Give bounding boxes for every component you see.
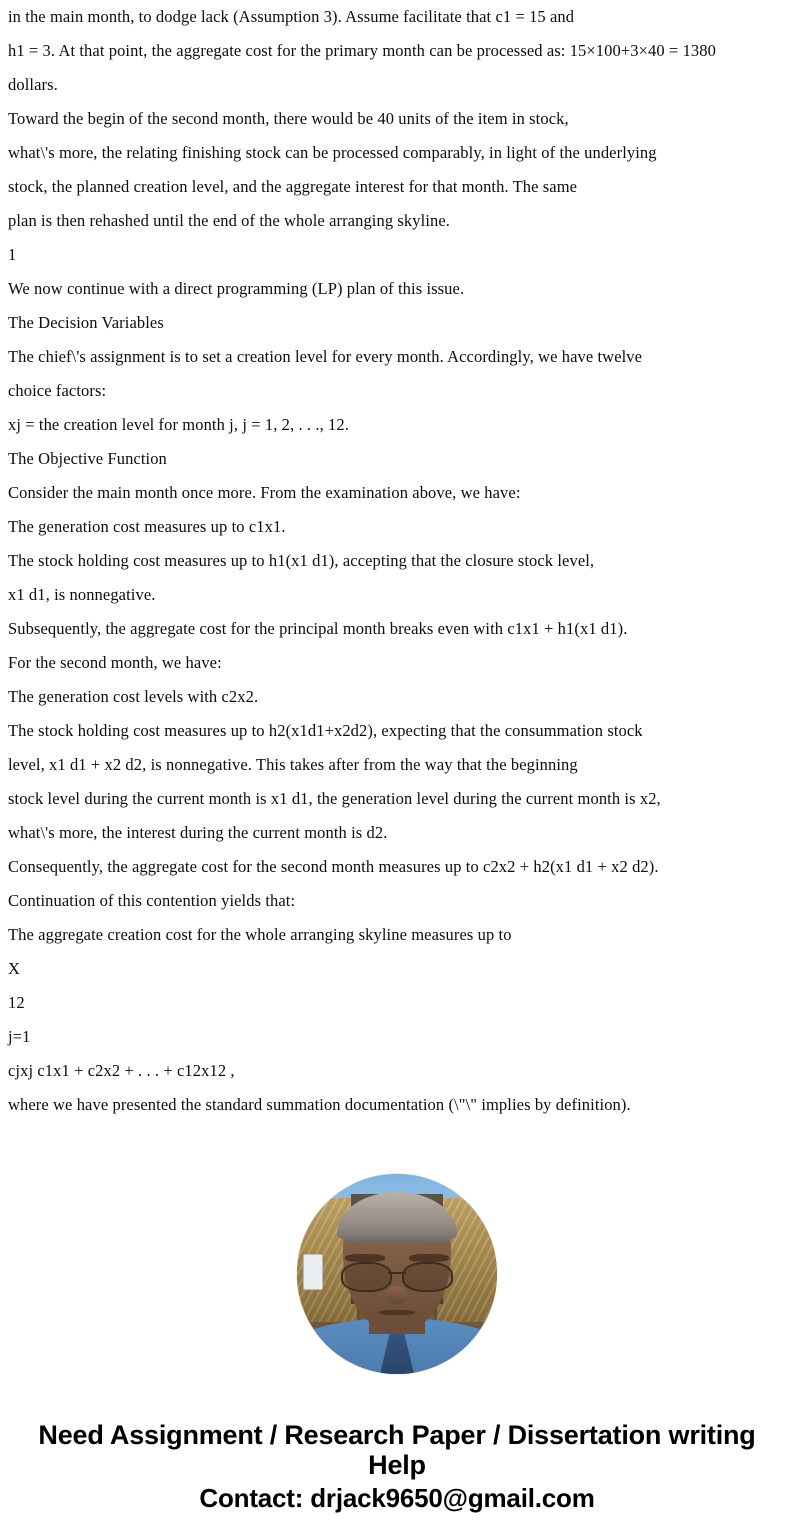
footer — [0, 1420, 794, 1534]
document-line: For the second month, we have: — [8, 653, 222, 672]
avatar-glasses-bridge — [388, 1272, 406, 1274]
document-line: j=1 — [8, 1027, 31, 1046]
avatar-lens-left — [341, 1262, 392, 1292]
document-line: in the main month, to dodge lack (Assumption 3). Assume facilitate that c1 = 15 and — [8, 7, 575, 26]
document-line: Continuation of this contention yields that: — [8, 891, 296, 910]
document-line: dollars. — [8, 75, 58, 94]
document-line: The generation cost measures up to c1x1. — [8, 517, 286, 536]
document-line: 12 — [8, 993, 25, 1012]
avatar-eyebrow-left — [345, 1254, 385, 1262]
document-line: Consider the main month once more. From the examination above, we have: — [8, 483, 521, 502]
document-line: stock level during the current month is x1 d1, the generation level during the current month is x2, — [8, 789, 661, 808]
avatar-nose — [387, 1286, 407, 1304]
avatar-lens-right — [402, 1262, 453, 1292]
document-line: cjxj c1x1 + c2x2 + . . . + c12x12 , — [8, 1061, 235, 1080]
footer-headline: Need Assignment / Research Paper / Dissertation writing Help — [38, 1420, 756, 1480]
document-line: x1 d1, is nonnegative. — [8, 585, 156, 604]
document-line: Toward the begin of the second month, there would be 40 units of the item in stock, — [8, 109, 569, 128]
document-line: what\'s more, the interest during the current month is d2. — [8, 823, 388, 842]
avatar-eyebrow-right — [409, 1254, 449, 1262]
avatar-mouth — [379, 1310, 415, 1315]
document-line: The Decision Variables — [8, 313, 164, 332]
document-line: 1 — [8, 245, 17, 264]
document-line: The aggregate creation cost for the whole arranging skyline measures up to — [8, 925, 512, 944]
document-line: We now continue with a direct programming (LP) plan of this issue. — [8, 279, 465, 298]
document-line: plan is then rehashed until the end of the whole arranging skyline. — [8, 211, 450, 230]
document-line: where we have presented the standard summation documentation (\"\" implies by definition). — [8, 1095, 631, 1114]
document-line: The stock holding cost measures up to h1(x1 d1), accepting that the closure stock level, — [8, 551, 595, 570]
document-line: X — [8, 959, 21, 978]
document-line: level, x1 d1 + x2 d2, is nonnegative. This takes after from the way that the beginning — [8, 755, 578, 774]
document-line: h1 = 3. At that point, the aggregate cost for the primary month can be processed as: 15×100+3×40 = 1380 — [8, 41, 716, 60]
document-line: The generation cost levels with c2x2. — [8, 687, 259, 706]
avatar-container — [0, 1174, 794, 1374]
document-line: xj = the creation level for month j, j = 1, 2, . . ., 12. — [8, 415, 349, 434]
avatar — [297, 1174, 497, 1374]
document-line: Consequently, the aggregate cost for the second month measures up to c2x2 + h2(x1 d1 + x2 d2). — [8, 857, 659, 876]
document-line: The chief\'s assignment is to set a creation level for every month. Accordingly, we have twelve — [8, 347, 643, 366]
document-line: stock, the planned creation level, and the aggregate interest for that month. The same — [8, 177, 578, 196]
document-line: choice factors: — [8, 381, 107, 400]
document-line: Subsequently, the aggregate cost for the principal month breaks even with c1x1 + h1(x1 d1). — [8, 619, 628, 638]
footer-contact-email: Contact: drjack9650@gmail.com — [199, 1483, 595, 1513]
glasses-icon — [341, 1262, 453, 1288]
document-line: The Objective Function — [8, 449, 167, 468]
avatar-background-wall-switch — [303, 1254, 323, 1290]
document-line: The stock holding cost measures up to h2(x1d1+x2d2), expecting that the consummation stock — [8, 721, 643, 740]
document-line: what\'s more, the relating finishing stock can be processed comparably, in light of the underlying — [8, 143, 657, 162]
